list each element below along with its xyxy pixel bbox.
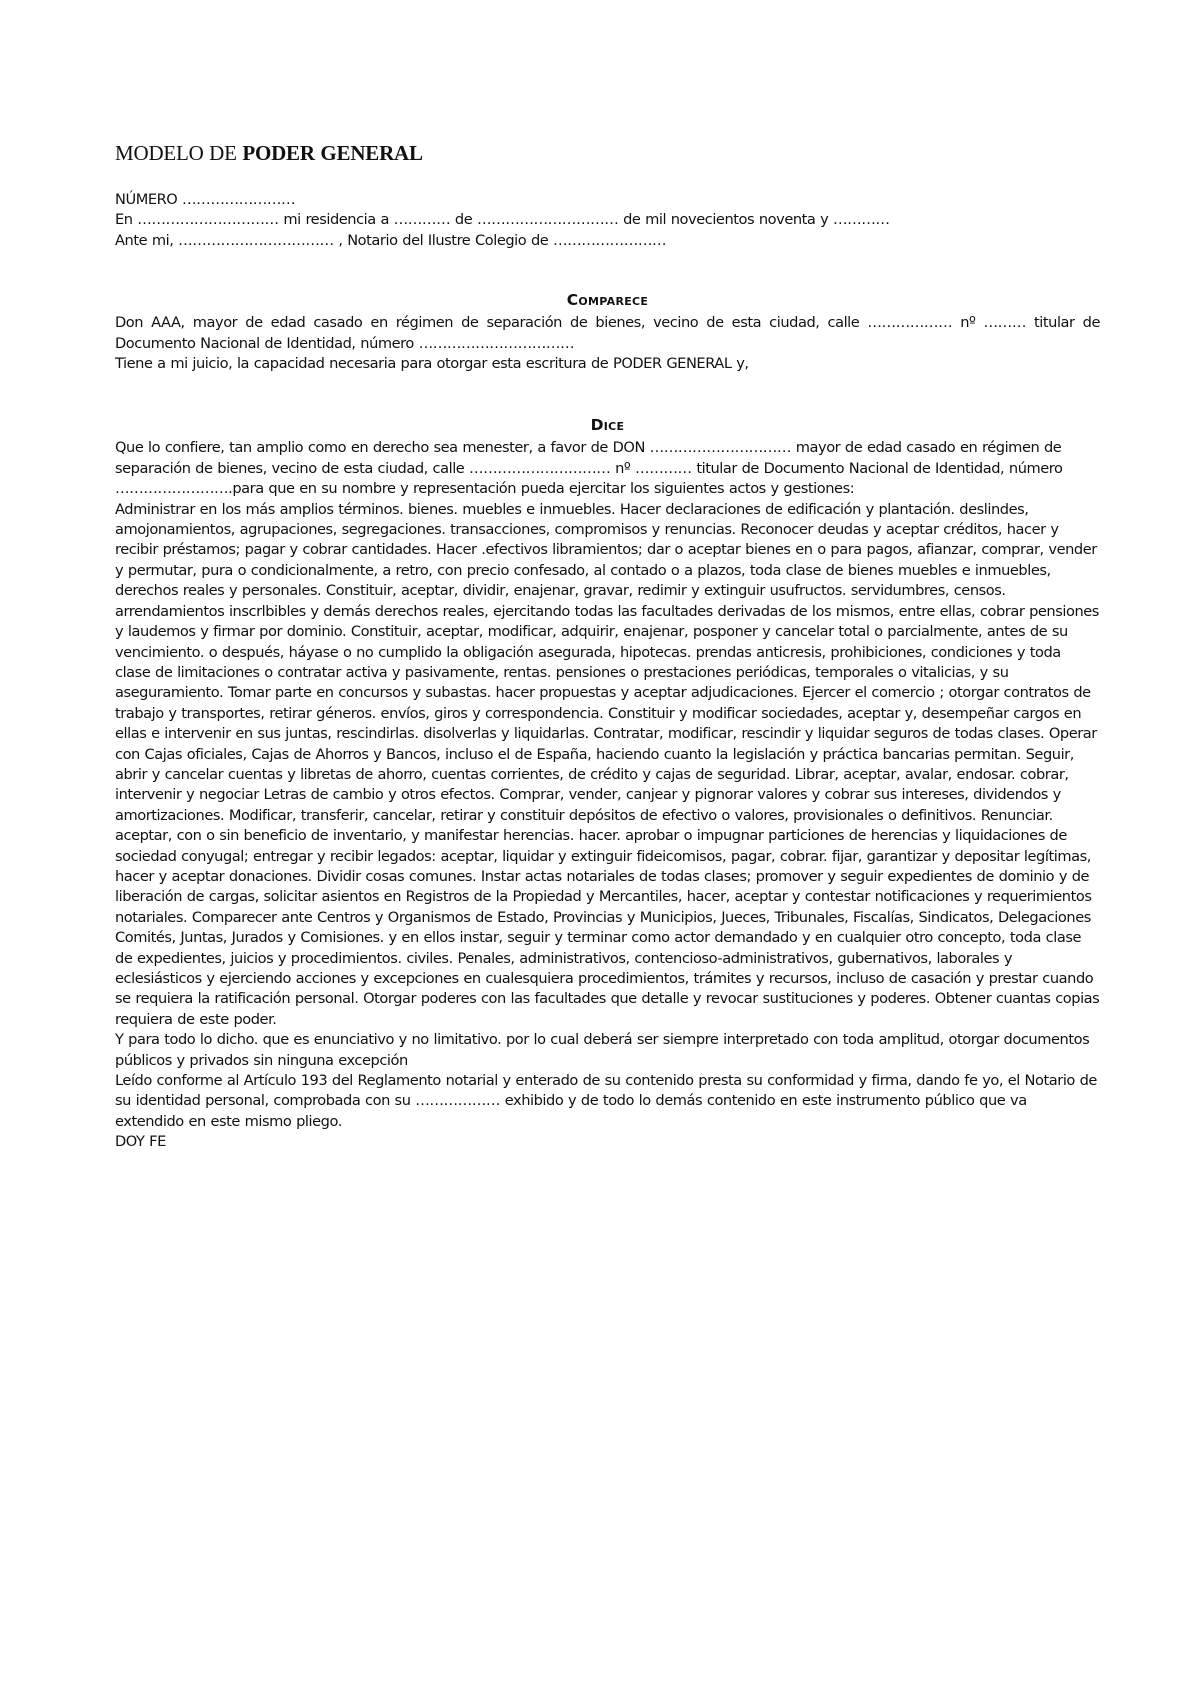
document-body: [115, 140, 1100, 1153]
title-bold: PODER GENERAL: [242, 141, 423, 165]
numero-line: NÚMERO ……………………: [115, 191, 296, 208]
dice-paragraph-4: Leído conforme al Artículo 193 del Reglamento notarial y enterado de su contenido presta su conformidad y firma, dando fe yo, el Notario de su identidad personal, comprobada con su ……………… exhibido y de todo lo demás contenido en este instrumento público que va extendido en este mismo pliego.: [115, 1072, 1097, 1130]
comparece-heading: Comparece: [566, 291, 649, 310]
doy-fe: DOY FE: [115, 1133, 166, 1151]
dice-paragraph-1: Que lo confiere, tan amplio como en derecho sea menester, a favor de DON ………………………… mayor de edad casado en régimen de separación de bienes, vecino de esta ciudad, calle ………………………… nº ………… titular de Documento Nacional de Identidad, número …………………….para que en su nombre y representación pueda ejercitar los siguientes actos y gestiones:: [115, 439, 1063, 498]
dice-heading: Dice: [590, 416, 625, 435]
dice-paragraph-3: Y para todo lo dicho. que es enunciativo y no limitativo. por lo cual deberá ser siempre interpretado con toda amplitud, otorgar documentos públicos y privados sin ninguna excepción: [115, 1031, 1090, 1069]
comparece-paragraph-1: Don AAA, mayor de edad casado en régimen de separación de bienes, vecino de esta ciudad, calle ……………… nº ……… titular de Documento Nacional de Identidad, número ……………………………: [115, 314, 1100, 352]
header-block: [115, 190, 1100, 251]
comparece-section: [115, 289, 1100, 374]
document-title: [115, 140, 1100, 166]
comparece-paragraph-2: Tiene a mi juicio, la capacidad necesaria para otorgar esta escritura de PODER GENERAL y,: [115, 355, 749, 373]
residencia-line: En ………………………… mi residencia a ………… de ………………………… de mil novecientos noventa y …………: [115, 211, 890, 229]
title-prefix: MODELO DE: [115, 141, 243, 165]
dice-section: [115, 414, 1100, 1152]
dice-paragraph-2: Administrar en los más amplios términos. bienes. muebles e inmuebles. Hacer declaraciones de edificación y plantación. deslindes, amojonamientos, agrupaciones, segregaciones. transacciones, compromisos y renuncias. Reconocer deudas y aceptar créditos, hacer y recibir préstamos; pagar y cobrar cantidades. Hacer .efectivos libramientos; dar o aceptar bienes en o para pagos, afianzar, comprar, vender y permutar, pura o condicionalmente, a retro, con precio confesado, al contado o a plazos, toda clase de bienes muebles e inmuebles, derechos reales y personales. Constituir, aceptar, dividir, enajenar, gravar, redimir y extinguir usufructos. servidumbres, censos. arrendamientos inscrlbibles y demás derechos reales, ejercitando todas las facultades derivadas de los mismos, entre ellas, cobrar pensiones y laudemos y firmar por dominio. Constituir, aceptar, modificar, adquirir, enajenar, posponer y cancelar total o parcialmente, antes de su vencimiento. o después, háyase o no cumplido la obligación asegurada, hipotecas. prendas anticresis, prohibiciones, condiciones y toda clase de limitaciones o contratar activa y pasivamente, rentas. pensiones o prestaciones periódicas, temporales o vitalicias, y su aseguramiento. Tomar parte en concursos y subastas. hacer propuestas y aceptar adjudicaciones. Ejercer el comercio ; otorgar contratos de trabajo y transportes, retirar géneros. envíos, giros y correspondencia. Constituir y modificar sociedades, aceptar y, desempeñar cargos en ellas e intervenir en sus juntas, rescindirlas. disolverlas y liquidarlas. Contratar, modificar, rescindir y liquidar seguros de todas clases. Operar con Cajas oficiales, Cajas de Ahorros y Bancos, incluso el de España, haciendo cuanto la legislación y práctica bancarias permitan. Seguir, abrir y cancelar cuentas y libretas de ahorro, cuentas corrientes, de crédito y cajas de seguridad. Librar, aceptar, avalar, endosar. cobrar, intervenir y negociar Letras de cambio y otros efectos. Comprar, vender, canjear y pignorar valores y cobrar sus intereses, dividendos y amortizaciones. Modificar, transferir, cancelar, retirar y constituir depósitos de efectivo o valores, provisionales o definitivos. Renunciar. aceptar, con o sin beneficio de inventario, y manifestar herencias. hacer. aprobar o impugnar particiones de herencias y liquidaciones de sociedad conyugal; entregar y recibir legados: aceptar, liquidar y extinguir fideicomisos, pagar, cobrar. fijar, garantizar y depositar legítimas, hacer y aceptar donaciones. Dividir cosas comunes. Instar actas notariales de todas clases; promover y seguir expedientes de dominio y de liberación de cargas, solicitar asientos en Registros de la Propiedad y Mercantiles, hacer, aceptar y contestar notificaciones y requerimientos notariales. Comparecer ante Centros y Organismos de Estado, Provincias y Municipios, Jueces, Tribunales, Fiscalías, Sindicatos, Delegaciones Comités, Juntas, Jurados y Comisiones. y en ellos instar, seguir y terminar como actor demandado y en cualquier otro concepto, toda clase de expedientes, juicios y procedimientos. civiles. Penales, administrativos, contencioso-administrativos, gubernativos, laborales y eclesiásticos y ejerciendo acciones y excepciones en cualesquiera procedimientos, trámites y recursos, incluso de casación y prestar cuando se requiera la ratificación personal. Otorgar poderes con las facultades que detalle y revocar sustituciones y poderes. Obtener cuantas copias requiera de este poder.: [115, 500, 1100, 1028]
notario-line: Ante mi, …………………………… , Notario del Ilustre Colegio de ……………………: [115, 231, 667, 249]
